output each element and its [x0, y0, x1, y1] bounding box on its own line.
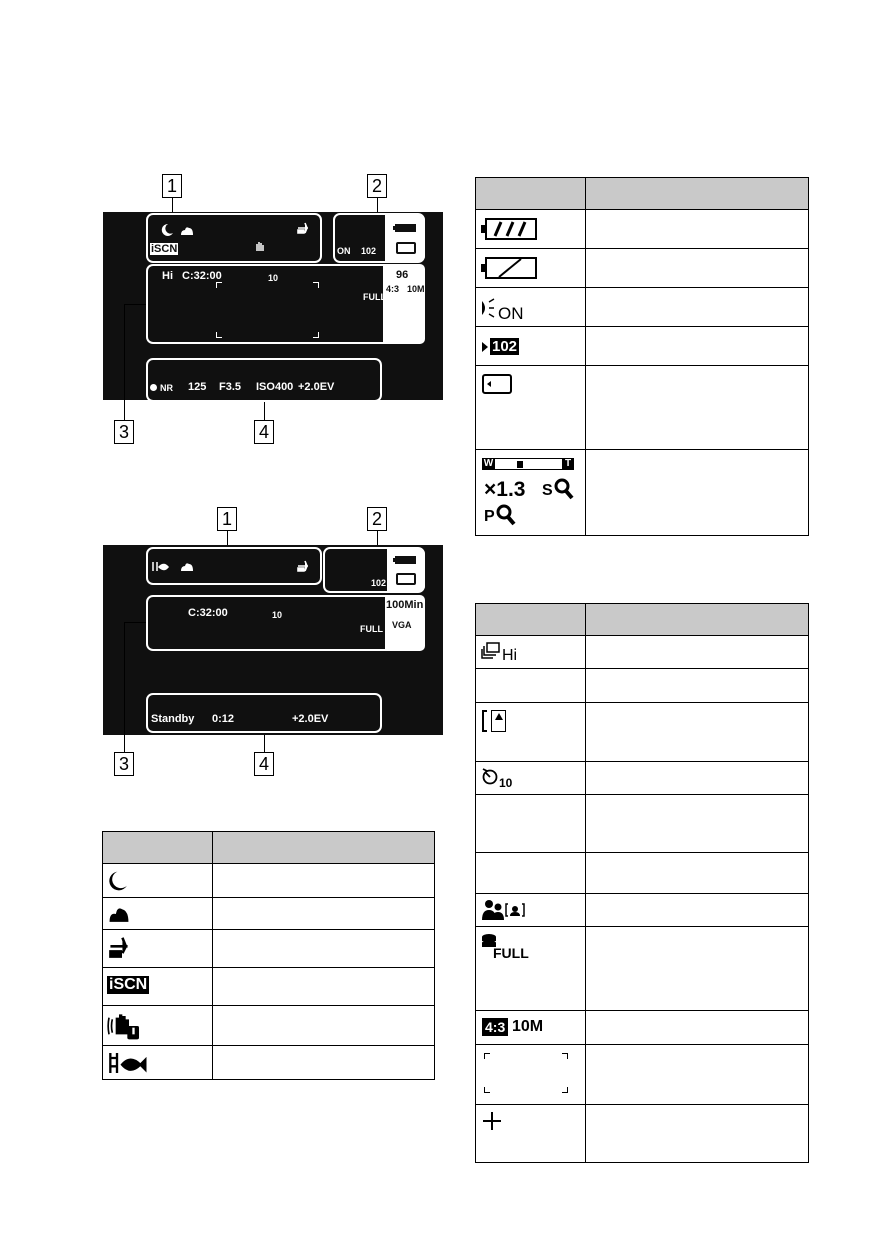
movie-fish-icon-t	[107, 1051, 147, 1075]
shake-warning-icon	[253, 239, 267, 253]
group-1b	[146, 547, 322, 585]
db-full: FULL	[363, 292, 386, 302]
aspect-size-icon: 4:3 10M	[476, 1011, 586, 1045]
callout-4b: 4	[254, 752, 274, 776]
db-full-b: FULL	[360, 624, 383, 634]
callout-4: 4	[254, 420, 274, 444]
iso: ISO400	[256, 381, 294, 393]
callout-1b: 1	[217, 507, 237, 531]
modes-table: Hi 10 FULL 4:3 10M	[475, 603, 809, 1163]
group-2b	[323, 547, 425, 593]
shake-warning-icon-t	[107, 1011, 141, 1041]
iscn-icon: iSCN	[109, 976, 148, 993]
burst-label: Hi	[162, 270, 173, 282]
remaining: 100Min	[386, 599, 424, 611]
battery-icon	[393, 223, 417, 233]
group-1	[146, 213, 322, 263]
folder-arrow	[482, 342, 488, 352]
face-detect-icon	[481, 898, 525, 922]
cloud-icon	[180, 223, 194, 237]
self-timer-icon	[481, 767, 499, 785]
burst-icon	[481, 641, 501, 661]
movie-size: VGA	[392, 620, 412, 630]
scene-table	[102, 831, 435, 1080]
folder-label-b: 102	[371, 578, 387, 588]
right-panel	[385, 215, 425, 261]
callout-2: 2	[367, 174, 387, 198]
timecode: C:32:00	[182, 270, 222, 282]
moon-icon	[160, 223, 174, 237]
folder-label: 102	[361, 246, 377, 256]
iscn-label: iSCN	[151, 243, 178, 255]
focus-dot	[150, 384, 157, 391]
battery-table	[475, 177, 809, 536]
selftimer-b: 10	[272, 610, 283, 620]
ev: +2.0EV	[298, 381, 335, 393]
zoom-icon: W T ×1.3 S P	[476, 450, 586, 536]
af-illuminator: ON	[337, 246, 351, 256]
group-3	[146, 264, 425, 344]
cloud-icon-t	[107, 903, 131, 925]
memory-card-icon-t	[482, 374, 512, 394]
aspect: 4:3	[386, 284, 400, 294]
magnifier-icon-p	[496, 504, 516, 526]
cloud-icon-b	[180, 559, 194, 573]
plane-icon-b	[296, 559, 310, 573]
standby: Standby	[151, 713, 195, 725]
group-3b	[146, 595, 425, 651]
plane-icon	[296, 221, 310, 235]
selftimer: 10	[268, 273, 279, 283]
folder-icon: 102	[492, 338, 518, 355]
moon-icon-t	[108, 870, 130, 892]
group-2	[333, 213, 425, 263]
size: 10M	[407, 284, 425, 294]
plane-icon-t	[107, 936, 131, 960]
battery-empty-icon	[481, 257, 537, 279]
callout-3: 3	[114, 420, 134, 444]
af-frame-icon	[476, 1045, 586, 1105]
ev-b: +2.0EV	[292, 713, 329, 725]
group-4	[146, 358, 382, 402]
nr-label: NR	[160, 383, 173, 393]
crosshair-icon	[483, 1112, 501, 1130]
callout-1: 1	[162, 174, 182, 198]
shutter: 125	[188, 381, 207, 393]
memory-card-icon	[396, 242, 416, 254]
af-on-label: ON	[498, 304, 524, 323]
movie-fish-icon	[151, 559, 171, 573]
aperture: F3.5	[219, 381, 242, 393]
movie-screen	[103, 545, 443, 735]
still-screen	[103, 212, 443, 400]
timecode-b: C:32:00	[188, 607, 228, 619]
battery-full-icon	[481, 218, 537, 240]
callout-3b: 3	[114, 752, 134, 776]
battery-icon-b	[393, 555, 417, 565]
portrait-frame-icon	[482, 710, 508, 732]
memory-card-icon-b	[396, 573, 416, 585]
magnifier-icon	[554, 478, 574, 500]
shots-remaining: 96	[396, 269, 409, 281]
group-4b	[146, 693, 382, 733]
rec-time: 0:12	[212, 713, 235, 725]
right-panel-b	[387, 549, 425, 591]
callout-2b: 2	[367, 507, 387, 531]
af-illuminator-icon	[481, 298, 495, 318]
